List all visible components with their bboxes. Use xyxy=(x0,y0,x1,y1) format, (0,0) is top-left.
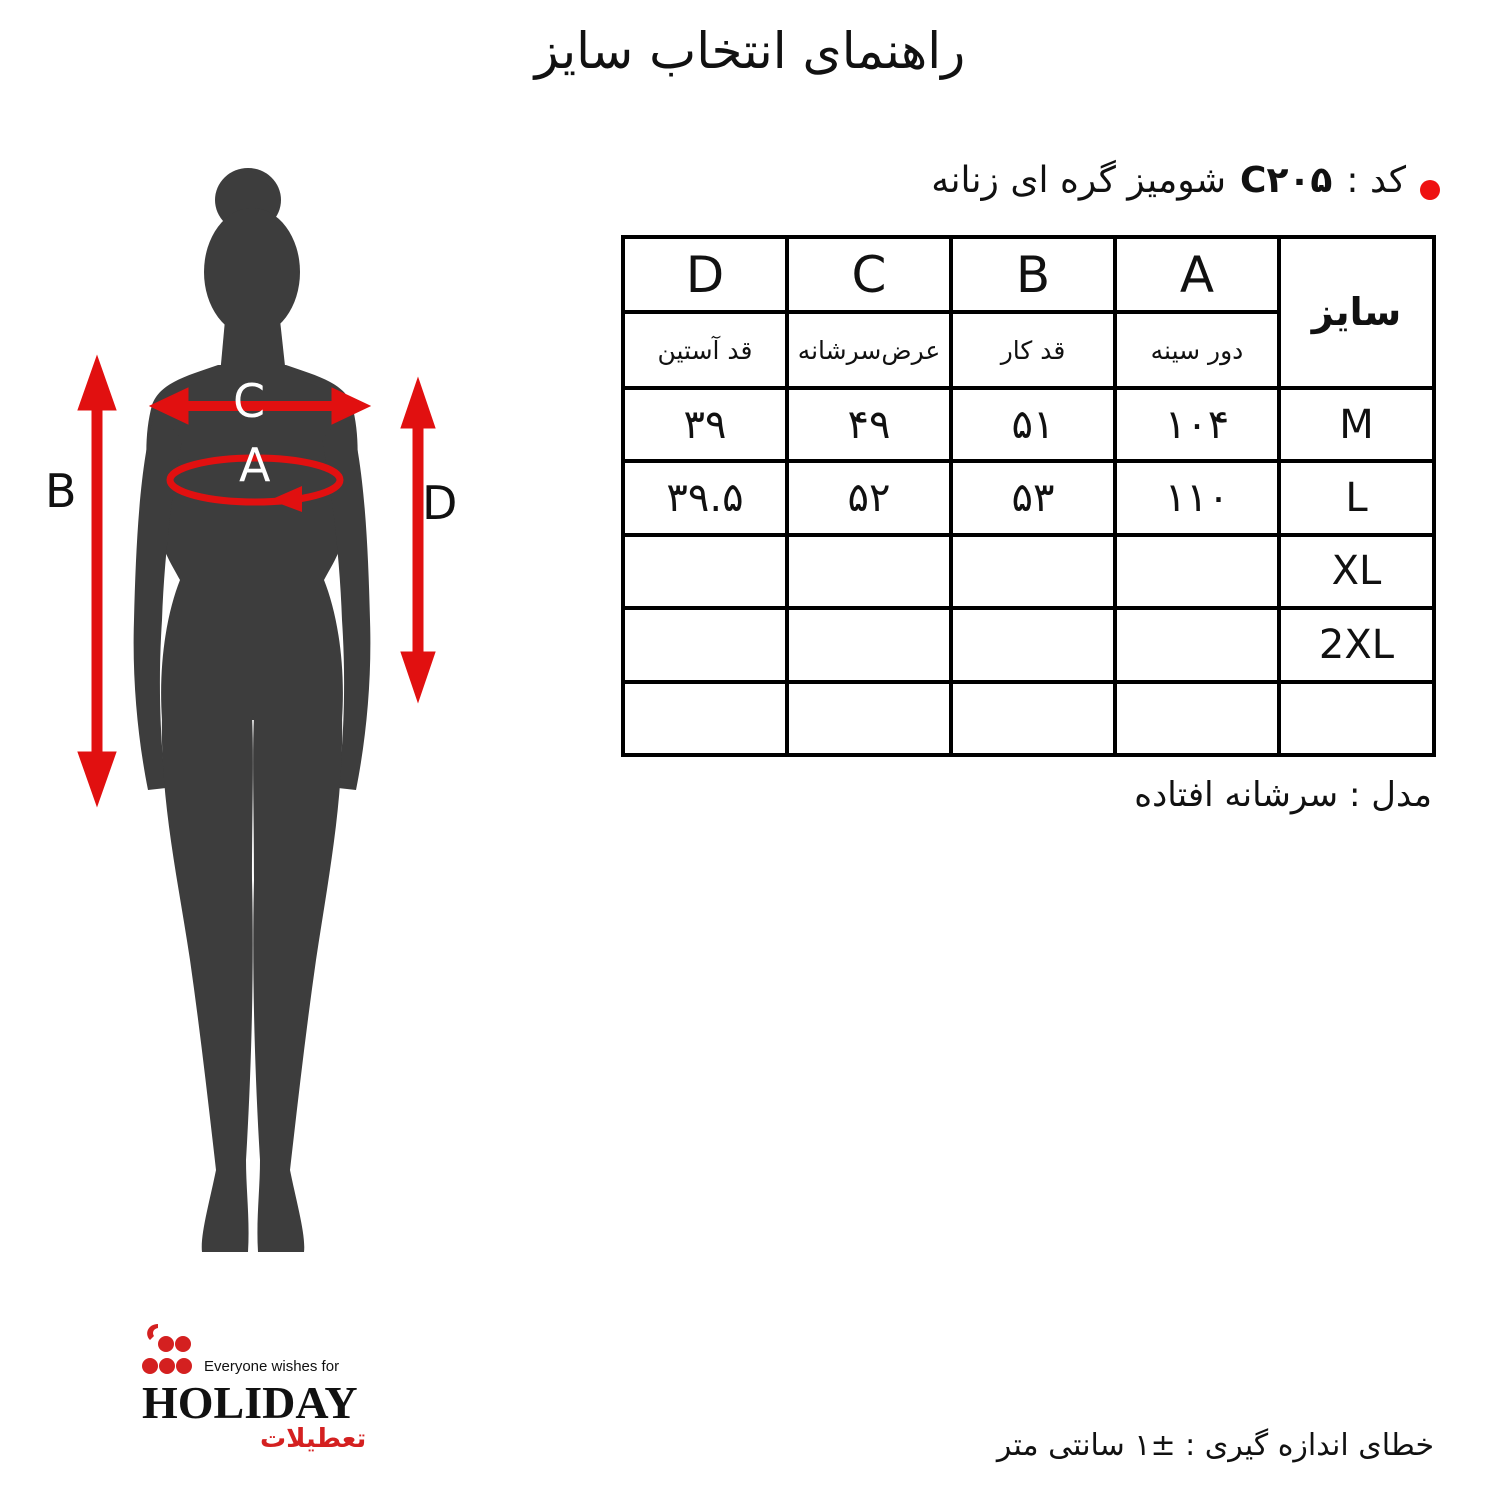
size-table xyxy=(621,235,1436,757)
cell-d xyxy=(623,535,787,608)
silhouette xyxy=(134,168,371,1252)
column-name-c: عرض‌سرشانه xyxy=(787,312,951,387)
cell-size: XL xyxy=(1279,535,1434,608)
holiday-logo xyxy=(140,1320,390,1460)
arrow-b xyxy=(78,356,116,806)
table-row xyxy=(623,388,1434,461)
table-row xyxy=(623,461,1434,534)
cell-size: 2XL xyxy=(1279,608,1434,681)
table-row xyxy=(623,535,1434,608)
logo-brand: HOLIDAY xyxy=(142,1377,358,1428)
product-code-label: کد : xyxy=(1346,160,1406,201)
body-figure xyxy=(40,160,480,1260)
cell-b xyxy=(951,608,1115,681)
product-line xyxy=(931,160,1440,201)
cell-c xyxy=(787,535,951,608)
model-note: مدل : سرشانه افتاده xyxy=(1134,775,1432,815)
cell-a xyxy=(1115,608,1279,681)
logo-tagline: Everyone wishes for xyxy=(204,1358,340,1375)
column-name-b: قد کار xyxy=(951,312,1115,387)
column-letter-a: A xyxy=(1115,237,1279,312)
column-name-d: قد آستین xyxy=(623,312,787,387)
table-header-letters xyxy=(623,237,1434,312)
cell-a xyxy=(1115,682,1279,755)
product-name: شومیز گره ای زنانه xyxy=(931,160,1227,201)
cell-size xyxy=(1279,682,1434,755)
cell-c xyxy=(787,608,951,681)
silhouette-svg xyxy=(40,160,480,1260)
size-header: سایز xyxy=(1279,237,1434,388)
cell-d: ۳۹ xyxy=(623,388,787,461)
cell-c: ۴۹ xyxy=(787,388,951,461)
label-b: B xyxy=(45,464,77,518)
cell-b: ۵۱ xyxy=(951,388,1115,461)
table-row xyxy=(623,608,1434,681)
table-row xyxy=(623,682,1434,755)
column-letter-b: B xyxy=(951,237,1115,312)
cell-c xyxy=(787,682,951,755)
page-title: راهنمای انتخاب سایز xyxy=(534,22,966,80)
label-c: C xyxy=(233,374,266,428)
cell-size: L xyxy=(1279,461,1434,534)
column-letter-d: D xyxy=(623,237,787,312)
cell-d xyxy=(623,682,787,755)
label-a: A xyxy=(239,438,271,492)
dots-icon xyxy=(140,1320,204,1380)
cell-a: ۱۰۴ xyxy=(1115,388,1279,461)
cell-a xyxy=(1115,535,1279,608)
label-d: D xyxy=(422,476,458,530)
cell-b xyxy=(951,535,1115,608)
cell-c: ۵۲ xyxy=(787,461,951,534)
cell-b xyxy=(951,682,1115,755)
bullet-icon xyxy=(1420,180,1440,200)
cell-a: ۱۱۰ xyxy=(1115,461,1279,534)
measurement-error-note: خطای اندازه گیری : ±۱ سانتی متر xyxy=(996,1428,1434,1463)
cell-d xyxy=(623,608,787,681)
cell-size: M xyxy=(1279,388,1434,461)
cell-d: ۳۹.۵ xyxy=(623,461,787,534)
cell-b: ۵۳ xyxy=(951,461,1115,534)
product-code-value: C۲۰۵ xyxy=(1240,160,1333,201)
logo-brand-fa: تعطیلات xyxy=(260,1424,367,1454)
column-letter-c: C xyxy=(787,237,951,312)
arrow-d xyxy=(401,378,435,702)
column-name-a: دور سینه xyxy=(1115,312,1279,387)
